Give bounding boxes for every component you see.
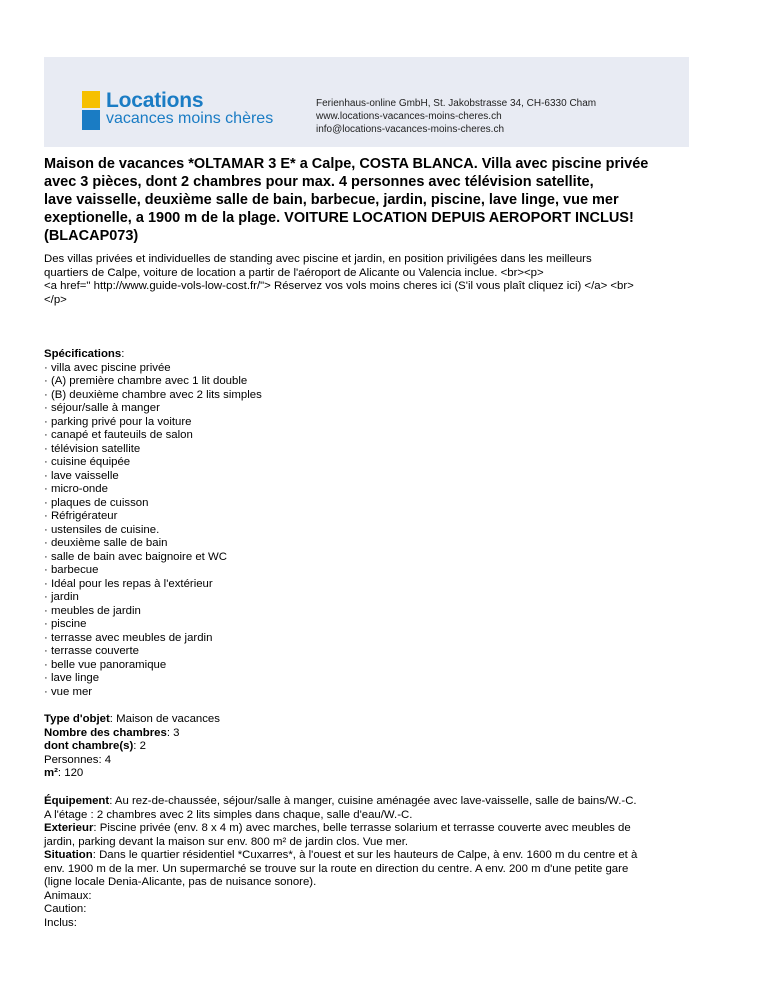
spec-item: · Réfrigérateur	[44, 510, 118, 522]
title-line: Maison de vacances *OLTAMAR 3 E* a Calpe, COSTA BLANCA. Villa avec piscine privée	[44, 156, 649, 172]
spec-item: · plaques de cuisson	[44, 496, 149, 509]
spec-item: · lave linge	[44, 672, 100, 684]
spec-item: · séjour/salle à manger	[44, 402, 160, 414]
spec-item: · (A) première chambre avec 1 lit double	[44, 375, 248, 387]
logo-blue-square-icon	[82, 110, 100, 130]
title-line: avec 3 pièces, dont 2 chambres pour max. 4 personnes avec télévision satellite,	[44, 174, 594, 190]
equipment-line: Équipement: Au rez-de-chaussée, séjour/salle à manger, cuisine aménagée avec lave-vaisselle, salle de bains/W.-C.	[44, 795, 637, 807]
specifications-heading: Spécifications:	[44, 348, 125, 360]
situation-line: env. 1900 m de la mer. Un supermarché se trouve sur la route en direction du centre. A env. 200 m d'une petite gare	[44, 862, 629, 875]
website-link[interactable]: www.locations-vacances-moins-cheres.ch	[316, 111, 502, 122]
intro-paragraph	[44, 253, 734, 307]
spec-item: · salle de bain avec baignoire et WC	[44, 550, 227, 563]
spec-item: · télévision satellite	[44, 442, 141, 455]
fact-area: m²: 120	[44, 767, 84, 779]
spec-item: · Idéal pour les repas à l'extérieur	[44, 577, 213, 590]
fact-persons: Personnes: 4	[44, 753, 112, 766]
title-line: (BLACAP073)	[44, 228, 139, 244]
exterior-line: jardin, parking devant la maison sur env. 800 m² de jardin clos. Vue mer.	[44, 835, 409, 848]
spec-item: · cuisine équipée	[44, 456, 131, 468]
fact-bedrooms: dont chambre(s): 2	[44, 740, 146, 752]
spec-item: · belle vue panoramique	[44, 658, 167, 671]
title-line: lave vaisselle, deuxième salle de bain, barbecue, jardin, piscine, lave linge, vue mer	[44, 192, 619, 208]
equipment-line: A l'étage : 2 chambres avec 2 lits simples dans chaque, salle d'eau/W.-C.	[44, 808, 413, 821]
exterior-line: Exterieur: Piscine privée (env. 8 x 4 m) avec marches, belle terrasse solarium et terrasse couverte avec meubles de	[44, 822, 631, 834]
property-facts	[44, 713, 220, 781]
spec-item: · terrasse couverte	[44, 645, 139, 657]
company-address: Ferienhaus-online GmbH, St. Jakobstrasse 34, CH-6330 Cham	[316, 98, 597, 109]
situation-line: Situation: Dans le quartier résidentiel *Cuxarres*, à l'ouest et sur les hauteurs de Calpe, à env. 1600 m du centre et à	[44, 849, 638, 861]
spec-item: · vue mer	[44, 685, 93, 698]
logo-subtitle: vacances moins chères	[106, 110, 274, 127]
intro-line: Des villas privées et individuelles de standing avec piscine et jardin, en position priviligées dans les meilleurs	[44, 253, 592, 265]
intro-line: quartiers de Calpe, voiture de location a partir de l'aéroport de Alicante ou Valencia inclue. <br><p>	[44, 266, 544, 279]
spec-item: · barbecue	[44, 564, 99, 576]
animals-line: Animaux:	[44, 889, 92, 902]
title-line: exeptionelle, a 1900 m de la plage. VOITURE LOCATION DEPUIS AEROPORT INCLUS!	[44, 210, 634, 226]
intro-line: <a href=" http://www.guide-vols-low-cost.fr/"> Réservez vos vols moins cheres ici (S'il vous plaît cliquez ici) </a> <br>	[44, 280, 634, 292]
specifications-list	[44, 348, 262, 699]
spec-item: · micro-onde	[44, 483, 108, 495]
logo-yellow-square-icon	[82, 91, 100, 108]
fact-rooms: Nombre des chambres: 3	[44, 726, 180, 739]
spec-item: · canapé et fauteuils de salon	[44, 429, 193, 441]
details-section	[44, 795, 734, 930]
spec-item: · parking privé pour la voiture	[44, 415, 192, 428]
header-banner	[44, 57, 689, 147]
spec-item: · deuxième salle de bain	[44, 537, 168, 549]
spec-item: · meubles de jardin	[44, 604, 141, 617]
spec-item: · ustensiles de cuisine.	[44, 523, 160, 536]
spec-item: · jardin	[44, 591, 79, 603]
contact-block	[316, 97, 596, 136]
spec-item: · piscine	[44, 618, 87, 630]
caution-line: Caution:	[44, 903, 87, 915]
situation-line: (ligne locale Denia-Alicante, pas de nuisance sonore).	[44, 876, 317, 888]
spec-item: · terrasse avec meubles de jardin	[44, 631, 213, 644]
fact-type: Type d'objet: Maison de vacances	[44, 713, 220, 725]
spec-item: · (B) deuxième chambre avec 2 lits simples	[44, 388, 262, 401]
spec-item: · villa avec piscine privée	[44, 361, 171, 374]
logo-title: Locations	[106, 89, 204, 112]
intro-line: </p>	[44, 293, 67, 306]
logo[interactable]	[82, 91, 282, 131]
spec-item: · lave vaisselle	[44, 469, 119, 482]
included-line: Inclus:	[44, 916, 77, 929]
listing-title	[44, 155, 734, 245]
email-link[interactable]: info@locations-vacances-moins-cheres.ch	[316, 124, 505, 135]
